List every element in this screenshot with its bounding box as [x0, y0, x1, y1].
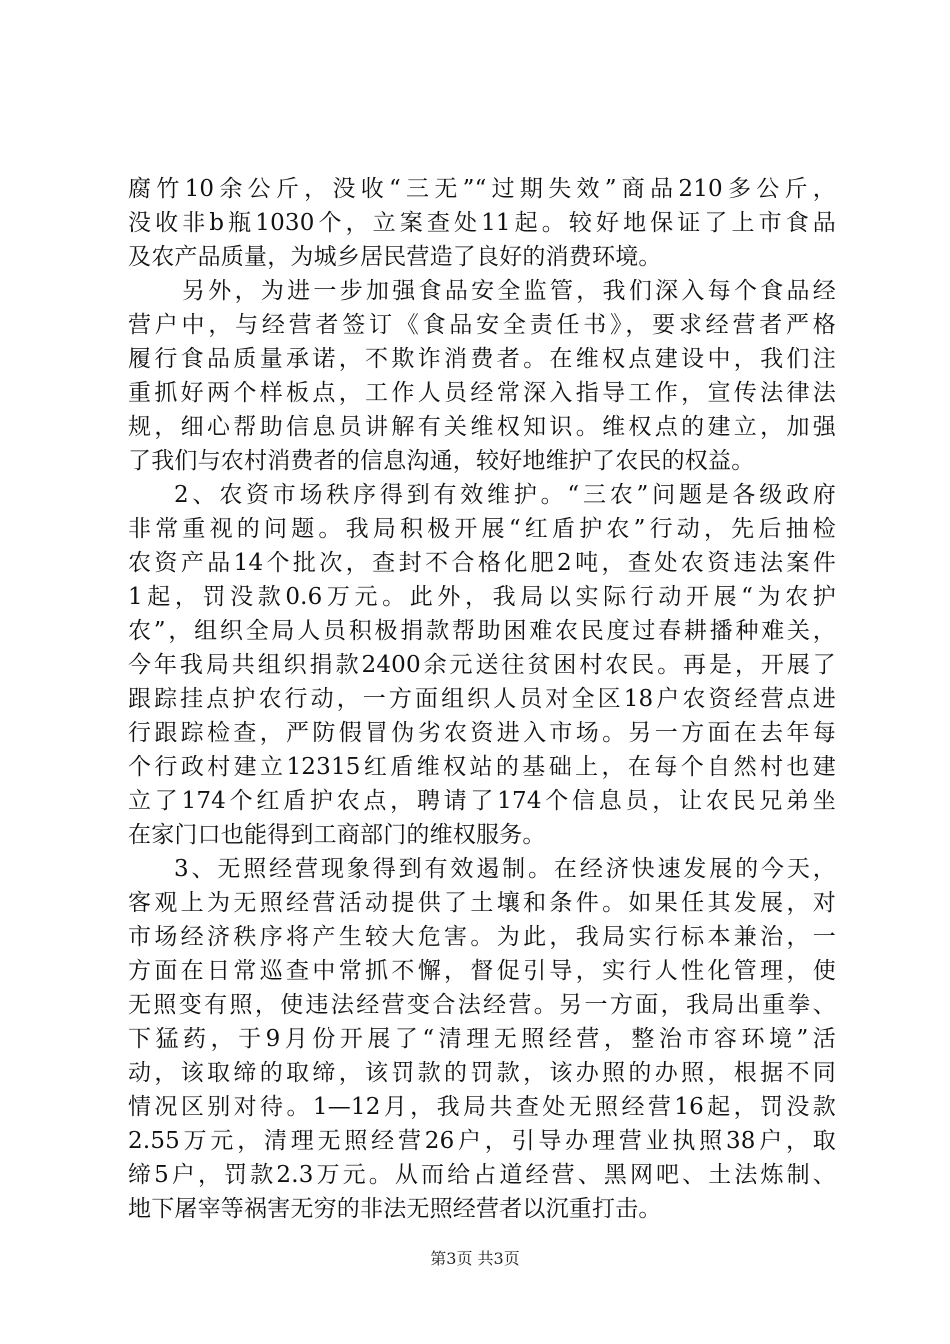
text-line: 没收非b瓶1030个，立案查处11起。较好地保证了上市食品	[128, 210, 836, 236]
paragraph-first-line: 2、农资市场秩序得到有效维护。“三农”问题是各级政府	[174, 482, 836, 508]
paragraph-first-line: 3、无照经营现象得到有效遏制。在经济快速发展的今天，	[174, 856, 836, 882]
text-line: 立了174个红盾护农点，聘请了174个信息员，让农民兄弟坐	[128, 788, 836, 814]
text-line: 及农产品质量，为城乡居民营造了良好的消费环境。	[128, 244, 662, 270]
text-line: 规，细心帮助信息员讲解有关维权知识。维权点的建立，加强	[128, 414, 836, 440]
text-line: 重抓好两个样板点，工作人员经常深入指导工作，宣传法律法	[128, 380, 836, 406]
text-line: 市场经济秩序将产生较大危害。为此，我局实行标本兼治，一	[128, 924, 836, 950]
text-line: 履行食品质量承诺，不欺诈消费者。在维权点建设中，我们注	[128, 346, 836, 372]
text-line: 情况区别对待。1—12月，我局共查处无照经营16起，罚没款	[128, 1094, 836, 1120]
text-line: 下猛药，于9月份开展了“清理无照经营，整治市容环境”活	[128, 1026, 836, 1052]
text-line: 农资产品14个批次，查封不合格化肥2吨，查处农资违法案件	[128, 550, 836, 576]
text-line: 方面在日常巡查中常抓不懈，督促引导，实行人性化管理，使	[128, 958, 836, 984]
text-line: 缔5户，罚款2.3万元。从而给占道经营、黑网吧、土法炼制、	[128, 1162, 836, 1188]
text-line: 在家门口也能得到工商部门的维权服务。	[128, 822, 546, 848]
page-footer: 第3页 共3页	[430, 1249, 520, 1268]
text-line: 农”，组织全局人员积极捐款帮助困难农民度过春耕播种难关，	[128, 618, 836, 644]
text-line: 1起，罚没款0.6万元。此外，我局以实际行动开展“为农护	[128, 584, 836, 610]
document-body	[128, 172, 836, 1226]
text-line: 了我们与农村消费者的信息沟通，较好地维护了农民的权益。	[128, 448, 755, 474]
text-line: 今年我局共组织捐款2400余元送往贫困村农民。再是，开展了	[128, 652, 836, 678]
text-line: 营户中，与经营者签订《食品安全责任书》，要求经营者严格	[128, 312, 836, 338]
text-line: 2.55万元，清理无照经营26户，引导办理营业执照38户，取	[128, 1128, 836, 1154]
text-line: 地下屠宰等祸害无穷的非法无照经营者以沉重打击。	[128, 1196, 662, 1222]
text-line: 动，该取缔的取缔，该罚款的罚款，该办照的办照，根据不同	[128, 1060, 836, 1086]
text-line: 腐竹10余公斤，没收“三无”“过期失效”商品210多公斤，	[128, 176, 836, 202]
text-line: 行跟踪检查，严防假冒伪劣农资进入市场。另一方面在去年每	[128, 720, 836, 746]
text-line: 跟踪挂点护农行动，一方面组织人员对全区18户农资经营点进	[128, 686, 836, 712]
text-line: 个行政村建立12315红盾维权站的基础上，在每个自然村也建	[128, 754, 836, 780]
text-line: 客观上为无照经营活动提供了土壤和条件。如果任其发展，对	[128, 890, 836, 916]
text-line: 非常重视的问题。我局积极开展“红盾护农”行动，先后抽检	[128, 516, 836, 542]
text-line: 无照变有照，使违法经营变合法经营。另一方面，我局出重拳、	[128, 992, 836, 1018]
paragraph-first-line: 另外，为进一步加强食品安全监管，我们深入每个食品经	[182, 278, 836, 304]
